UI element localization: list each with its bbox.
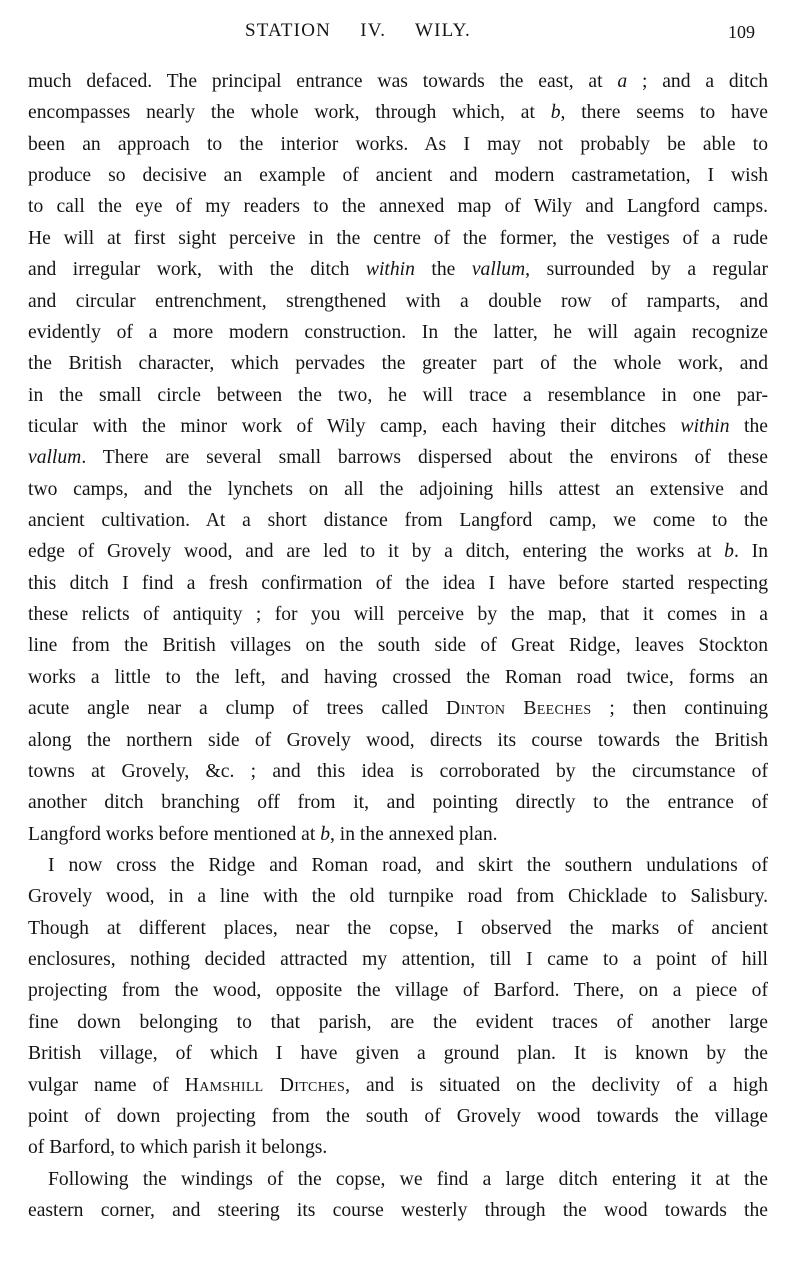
text-segment: ticular with the minor work of Wily camp, each having their ditches	[28, 415, 681, 437]
italic-text: vallum	[28, 447, 82, 469]
text-segment: , in the annexed plan.	[329, 823, 498, 845]
text-line	[28, 1070, 768, 1101]
text-line	[28, 380, 768, 411]
text-line	[28, 881, 768, 912]
text-segment: ; and a ditch	[627, 71, 768, 92]
text-line	[28, 1132, 768, 1163]
text-segment: acute angle near a clump of trees called	[28, 698, 447, 720]
text-segment: works a little to the left, and having crossed the Roman road twice, forms an	[28, 666, 768, 688]
text-line	[28, 536, 768, 567]
text-line	[28, 317, 768, 348]
text-line	[28, 66, 768, 97]
text-segment: another ditch branching off from it, and pointing directly to the entrance of	[28, 792, 768, 814]
text-line	[28, 975, 768, 1006]
text-line	[28, 662, 768, 693]
text-line	[28, 599, 768, 630]
text-segment: . There are several small barrows dispersed about the environs of these	[81, 447, 768, 469]
text-line	[28, 630, 768, 661]
text-line	[28, 474, 768, 505]
running-head	[0, 14, 800, 48]
text-line	[28, 1007, 768, 1038]
text-segment: eastern corner, and steering its course westerly through the wood towards the	[28, 1199, 768, 1221]
text-line	[28, 223, 768, 254]
text-segment: and circular entrenchment, strengthened with a double row of ramparts, and	[28, 290, 768, 312]
text-line	[28, 944, 768, 975]
text-line	[28, 913, 768, 944]
text-segment: in the small circle between the two, he will trace a resemblance in one par-	[28, 384, 768, 406]
text-segment: fine down belonging to that parish, are the evident traces of another large	[28, 1011, 768, 1033]
text-line	[28, 1038, 768, 1069]
text-segment: much defaced. The principal entrance was towards the east, at	[28, 71, 618, 92]
text-segment: vulgar name of	[28, 1074, 185, 1096]
text-segment: the	[414, 259, 472, 281]
text-line	[28, 819, 768, 850]
text-line	[28, 787, 768, 818]
text-line	[28, 97, 768, 128]
text-line	[28, 191, 768, 222]
text-segment: line from the British villages on the south side of Great Ridge, leaves Stockton	[28, 635, 768, 657]
text-line	[28, 286, 768, 317]
text-segment: point of down projecting from the south of Grovely wood towards the village	[28, 1105, 768, 1127]
text-segment: along the northern side of Grovely wood, directs its course towards the British	[28, 729, 768, 751]
text-segment: , surrounded by a regular	[525, 259, 769, 281]
text-segment: He will at first sight perceive in the centre of the former, the vestiges of a rude	[28, 227, 768, 249]
text-segment: to call the eye of my readers to the annexed map of Wily and Langford camps.	[28, 196, 768, 218]
text-line	[28, 756, 768, 787]
text-line	[28, 411, 768, 442]
text-line	[28, 693, 768, 724]
text-segment: Grovely wood, in a line with the old turnpike road from Chicklade to Salisbury.	[28, 886, 768, 908]
text-line	[28, 129, 768, 160]
text-segment: two camps, and the lynchets on all the adjoining hills attest an extensive and	[28, 478, 768, 500]
text-segment: enclosures, nothing decided attracted my attention, till I came to a point of hill	[28, 949, 768, 971]
italic-text: b	[724, 541, 734, 563]
text-segment: Though at different places, near the copse, I observed the marks of ancient	[28, 917, 768, 939]
text-segment: Following the windings of the copse, we find a large ditch entering it at the	[48, 1168, 768, 1190]
page-number: 109	[728, 22, 755, 42]
text-segment: produce so decisive an example of ancient and modern castrametation, I wish	[28, 165, 768, 187]
text-segment: I now cross the Ridge and Roman road, and skirt the southern undulations of	[48, 854, 768, 876]
text-segment: ancient cultivation. At a short distance from Langford camp, we come to the	[28, 510, 768, 532]
text-line	[28, 505, 768, 536]
italic-text: within	[365, 259, 415, 281]
text-line	[28, 160, 768, 191]
text-line	[28, 568, 768, 599]
text-segment: , and is situated on the declivity of a high	[345, 1074, 768, 1096]
text-segment: and irregular work, with the ditch	[28, 259, 366, 281]
text-line	[28, 1164, 768, 1195]
text-line	[28, 725, 768, 756]
text-segment: British village, of which I have given a ground plan. It is known by the	[28, 1043, 768, 1065]
small-caps-text: Dinton Beeches	[446, 698, 592, 720]
text-segment: been an approach to the interior works. As I may not probably be able to	[28, 133, 768, 155]
italic-text: a	[617, 71, 628, 92]
italic-text: vallum	[471, 259, 526, 281]
text-segment: the	[729, 415, 768, 437]
text-segment: encompasses nearly the whole work, through which, at	[28, 102, 551, 124]
italic-text: within	[680, 415, 730, 437]
text-segment: . In	[733, 541, 768, 563]
text-segment: these relicts of antiquity ; for you will perceive by the map, that it comes in a	[28, 604, 768, 626]
text-segment: this ditch I find a fresh confirmation of the idea I have before started respecting	[28, 572, 768, 594]
italic-text: b	[320, 823, 330, 845]
body-text	[28, 66, 768, 1226]
text-segment: edge of Grovely wood, and are led to it by a ditch, entering the works at	[28, 541, 725, 563]
italic-text: b	[550, 102, 561, 124]
small-caps-text: Hamshill Ditches	[184, 1074, 346, 1096]
text-line	[28, 442, 768, 473]
text-line	[28, 348, 768, 379]
text-segment: towns at Grovely, &c. ; and this idea is corroborated by the circumstance of	[28, 760, 768, 782]
text-segment: projecting from the wood, opposite the village of Barford. There, on a piece of	[28, 980, 768, 1002]
text-line	[28, 254, 768, 285]
text-segment: of Barford, to which parish it belongs.	[28, 1137, 328, 1159]
text-segment: ; then continuing	[591, 698, 768, 720]
text-segment: evidently of a more modern construction. In the latter, he will again recognize	[28, 321, 768, 343]
text-segment: , there seems to have	[560, 102, 768, 124]
running-title: STATION IV. WILY.	[245, 20, 471, 41]
text-segment: the British character, which pervades the greater part of the whole work, and	[28, 353, 768, 375]
text-line	[28, 850, 768, 881]
text-line	[28, 1195, 768, 1226]
text-line	[28, 1101, 768, 1132]
text-segment: Langford works before mentioned at	[28, 823, 321, 845]
